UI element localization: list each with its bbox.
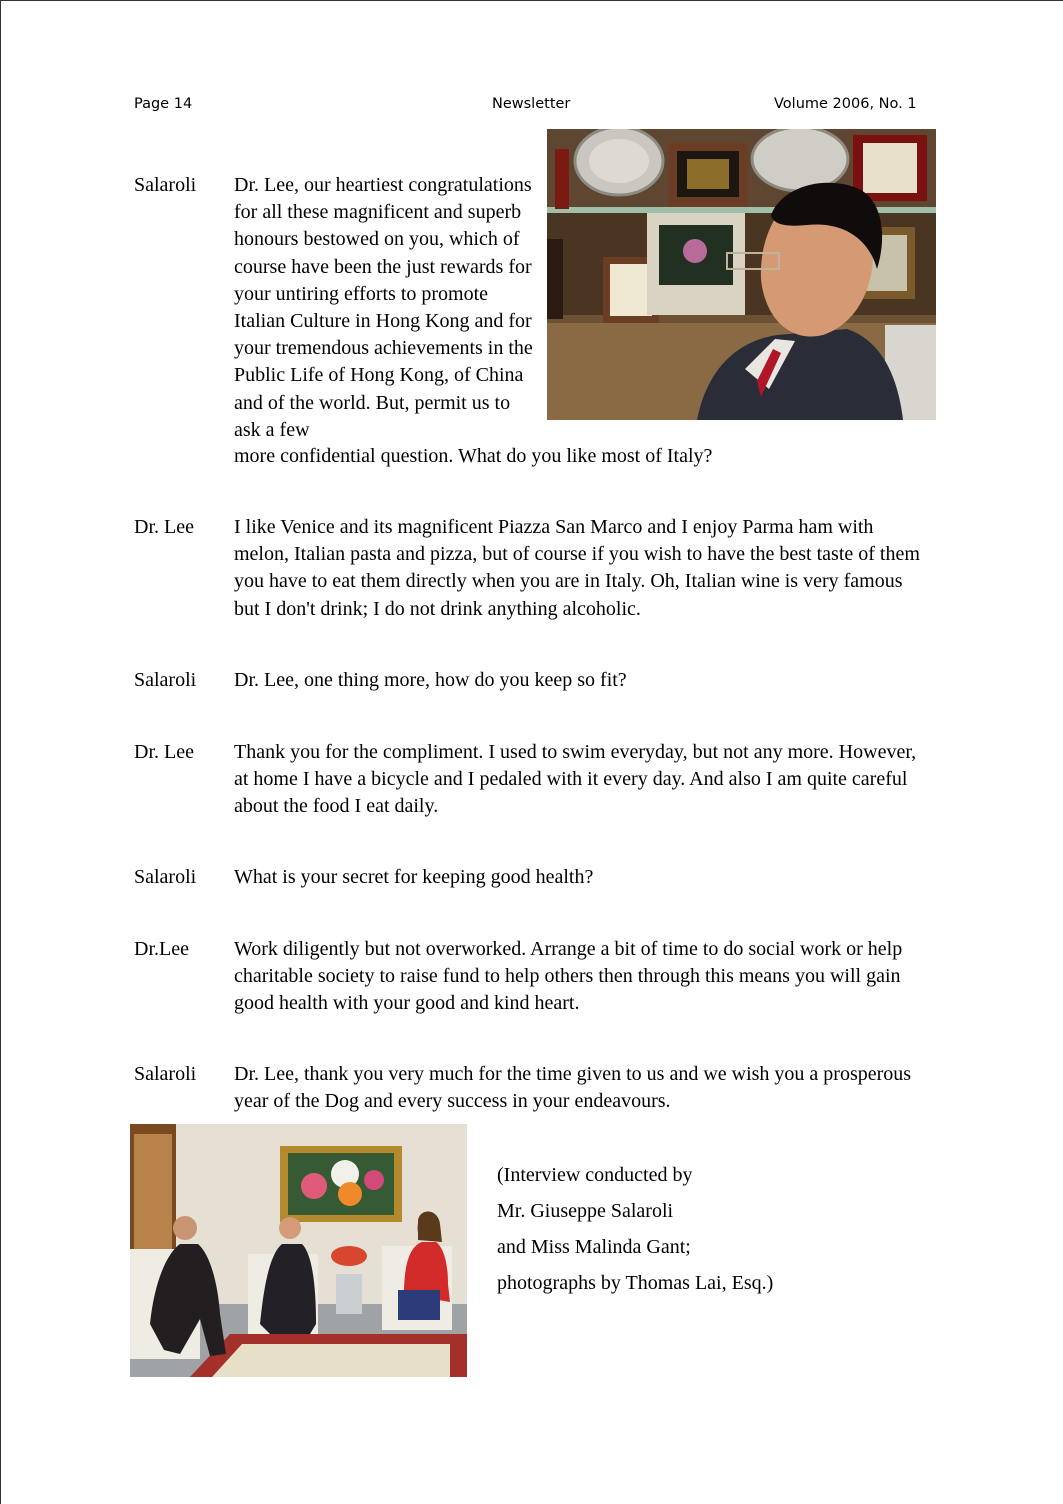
speaker-label: Salaroli <box>134 866 197 888</box>
volume-info: Volume 2006, No. 1 <box>774 96 917 112</box>
interview-room-illustration <box>130 1124 467 1377</box>
credit-line: and Miss Malinda Gant; <box>497 1236 691 1258</box>
photo-interview-room <box>130 1124 467 1377</box>
speaker-label: Dr. Lee <box>134 516 194 538</box>
answer-text: Thank you for the compliment. I used to swim everyday, but not any more. However, at home I have a bicycle and I pedaled with it every day. And also I am quite careful about the food I eat daily. <box>234 741 917 818</box>
answer-text: I like Venice and its magnificent Piazza San Marco and I enjoy Parma ham with melon, Italian pasta and pizza, but of course if you wish to have the best taste of them you have to eat them directly when you are in Italy. Oh, Italian wine is very famous but I don't drink; I do not drink anything alcoholic. <box>234 516 920 620</box>
speaker-label: Dr. Lee <box>134 741 194 763</box>
speaker-label: Salaroli <box>134 174 197 196</box>
speaker-label: Salaroli <box>134 1063 197 1085</box>
speaker-label: Dr.Lee <box>134 938 189 960</box>
closing-text: Dr. Lee, thank you very much for the time given to us and we wish you a prosperous year of the Dog and every success in your endeavours. <box>234 1063 912 1113</box>
photo-dr-lee-portrait <box>547 129 936 420</box>
question-text-wrapped: Dr. Lee, our heartiest congratulations for all these magnificent and superb honours bestowed on you, which of course have been the just rewards for your untiring efforts to promote Italian Culture in Hong Kong and for your tremendous achievements in the Public Life of Hong Kong, of China and of the world. But, permit us to ask a few <box>234 174 533 441</box>
question-text: What is your secret for keeping good health? <box>234 866 594 888</box>
credit-line: photographs by Thomas Lai, Esq.) <box>497 1272 774 1294</box>
answer-text: Work diligently but not overworked. Arrange a bit of time to do social work or help charitable society to raise fund to help others then through this means you will gain good health with your good and kind heart. <box>234 938 903 1015</box>
portrait-illustration <box>547 129 936 420</box>
speaker-label: Salaroli <box>134 669 197 691</box>
photo-credit <box>497 1157 917 1301</box>
newsletter-title: Newsletter <box>492 96 571 112</box>
question-text-last-line: more confidential question. What do you like most of Italy? <box>234 445 713 467</box>
credit-line: (Interview conducted by <box>497 1164 693 1186</box>
credit-line: Mr. Giuseppe Salaroli <box>497 1200 674 1222</box>
question-text: Dr. Lee, one thing more, how do you keep so fit? <box>234 669 627 691</box>
page-number: Page 14 <box>134 96 193 112</box>
